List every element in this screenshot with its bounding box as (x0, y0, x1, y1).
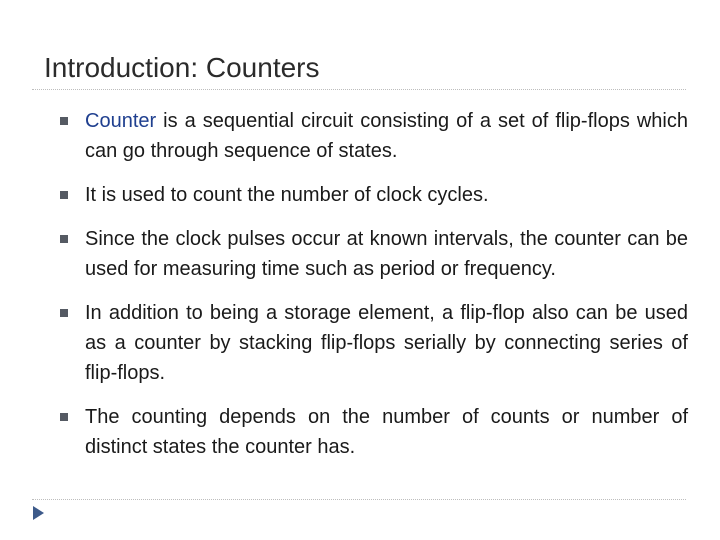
footer-divider (32, 499, 686, 500)
bullet-text: is a sequential circuit consisting of a set of flip-flops which can go through sequence of states. (85, 110, 688, 162)
square-bullet-icon (60, 413, 68, 421)
title-divider (32, 89, 686, 90)
bullet-item-measuring-time (60, 224, 688, 284)
square-bullet-icon (60, 309, 68, 317)
bullet-list (60, 106, 688, 476)
triangle-right-icon[interactable] (33, 506, 44, 520)
square-bullet-icon (60, 191, 68, 199)
square-bullet-icon (60, 117, 68, 125)
bullet-item-counter-definition (60, 106, 688, 166)
bullet-item-flip-flop-counter (60, 298, 688, 388)
bullet-item-distinct-states (60, 402, 688, 462)
bullet-text: It is used to count the number of clock cycles. (85, 184, 489, 206)
slide-title: Introduction: Counters (44, 52, 320, 83)
bullet-text: Since the clock pulses occur at known intervals, the counter can be used for measuring time such as period or frequency. (85, 228, 688, 280)
square-bullet-icon (60, 235, 68, 243)
bullet-item-clock-cycles (60, 180, 688, 210)
bullet-highlight: Counter (85, 110, 157, 132)
bullet-text: In addition to being a storage element, a flip-flop also can be used as a counter by stacking flip-flops serially by connecting series of flip-flops. (85, 302, 688, 384)
bullet-text: The counting depends on the number of counts or number of distinct states the counter has. (85, 406, 688, 458)
